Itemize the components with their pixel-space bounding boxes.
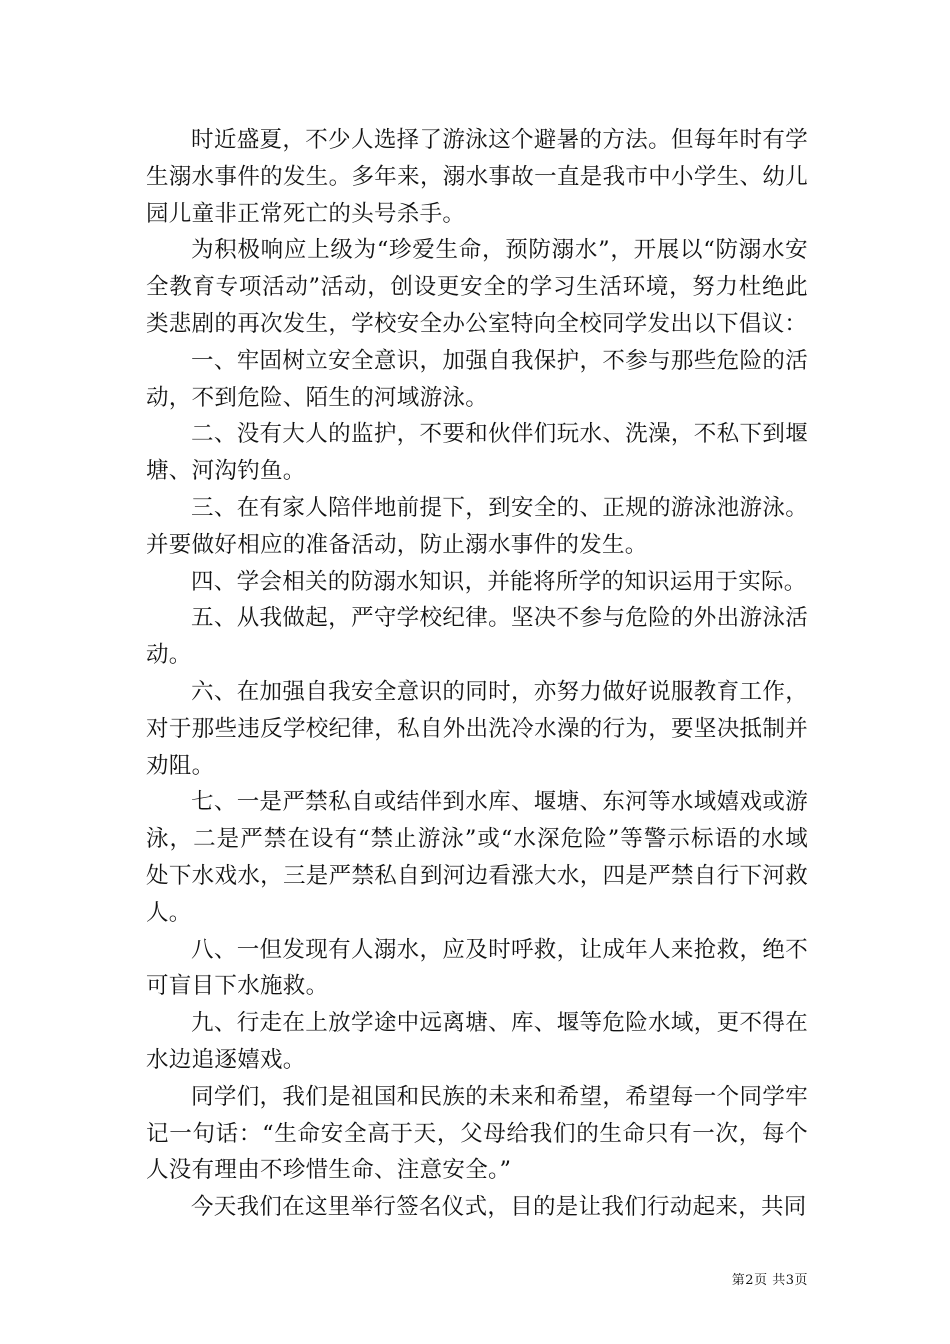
- paragraph-intro: 时近盛夏，不少人选择了游泳这个避暑的方法。但每年时有学生溺水事件的发生。多年来，溺水事故一直是我市中小学生、幼儿园儿童非正常死亡的头号杀手。: [146, 127, 808, 227]
- paragraph-item-6: 六、在加强自我安全意识的同时，亦努力做好说服教育工作，对于那些违反学校纪律，私自外出洗冷水澡的行为，要坚决抵制并劝阻。: [146, 678, 808, 779]
- paragraph-purpose: 为积极响应上级为“珍爱生命，预防溺水”，开展以“防溺水安全教育专项活动”活动，创设更安全的学习生活环境，努力杜绝此类悲剧的再次发生，学校安全办公室特向全校同学发出以下倡议：: [146, 237, 808, 337]
- paragraph-item-7: 七、一是严禁私自或结伴到水库、堰塘、东河等水域嬉戏或游泳，二是严禁在设有“禁止游泳”或“水深危险”等警示标语的水域处下水戏水，三是严禁私自到河边看涨大水，四是严禁自行下河救人。: [146, 789, 808, 926]
- paragraph-item-9: 九、行走在上放学途中远离塘、库、堰等危险水域，更不得在水边追逐嬉戏。: [146, 1010, 808, 1073]
- page-total-number: 3: [785, 1273, 795, 1288]
- page-prefix: 第: [731, 1273, 746, 1288]
- document-body: [146, 122, 808, 1226]
- paragraph-item-4: 四、学会相关的防溺水知识，并能将所学的知识运用于实际。: [191, 568, 807, 595]
- page-current-number: 2: [745, 1273, 755, 1288]
- page-number-footer: [732, 1273, 808, 1289]
- paragraph-item-5: 五、从我做起，严守学校纪律。坚决不参与危险的外出游泳活动。: [146, 605, 808, 669]
- page-suffix: 页: [794, 1273, 808, 1288]
- paragraph-closing: 今天我们在这里举行签名仪式，目的是让我们行动起来，共同: [191, 1194, 807, 1221]
- paragraph-item-8: 八、一但发现有人溺水，应及时呼救，让成年人来抢救，绝不可盲目下水施救。: [146, 936, 808, 1000]
- paragraph-item-2: 二、没有大人的监护，不要和伙伴们玩水、洗澡，不私下到堰塘、河沟钓鱼。: [146, 421, 808, 485]
- paragraph-appeal: 同学们，我们是祖国和民族的未来和希望，希望每一个同学牢记一句话：“生命安全高于天，父母给我们的生命只有一次，每个人没有理由不珍惜生命、注意安全。”: [146, 1083, 808, 1184]
- paragraph-item-1: 一、牢固树立安全意识，加强自我保护，不参与那些危险的活动，不到危险、陌生的河域游泳。: [146, 347, 808, 411]
- page-mid-text: 页 共: [754, 1273, 786, 1288]
- paragraph-item-3: 三、在有家人陪伴地前提下，到安全的、正规的游泳池游泳。并要做好相应的准备活动，防止溺水事件的发生。: [146, 494, 808, 558]
